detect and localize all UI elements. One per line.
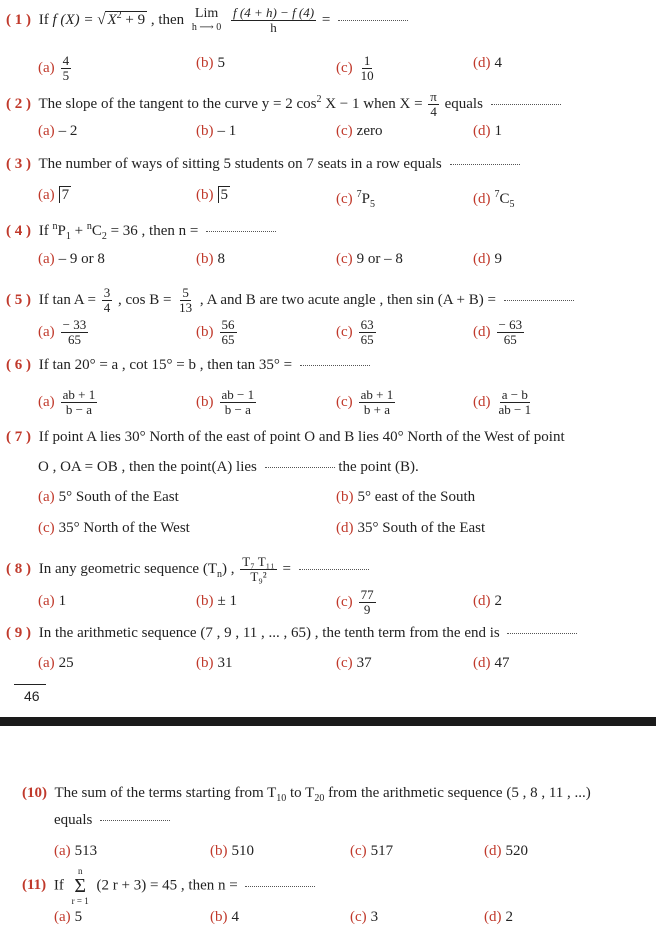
q5-option-c[interactable]: (c) $\frac{63}{65}$	[336, 317, 374, 347]
q2-option-d[interactable]: (d) 1	[473, 123, 502, 139]
answer-blank[interactable]	[338, 20, 408, 21]
answer-blank[interactable]	[100, 820, 170, 821]
q5-option-b[interactable]: (b) $\frac{56}{65}$	[196, 317, 235, 347]
q11-option-c[interactable]: (c) 3	[350, 909, 379, 925]
q5-option-d[interactable]: (d) $\frac{- 63}{65}$	[473, 317, 523, 347]
q7-option-b[interactable]: (b) 5° east of the South	[336, 489, 476, 505]
q10-option-c[interactable]: (c) 517	[350, 843, 394, 859]
q8-option-d[interactable]: (d) 2	[473, 593, 502, 609]
q8-option-a[interactable]: (a) 1	[38, 593, 67, 609]
q4-option-a[interactable]: (a) – 9 or 8	[38, 251, 105, 267]
q4-option-d[interactable]: (d) 9	[473, 251, 502, 267]
q1-option-a[interactable]: (a) $\frac{4}{5}$	[38, 53, 70, 83]
question-7-line-2: O , OA = OB , then the point(A) lies the point (B).	[38, 459, 419, 475]
question-2: ( 2 ) The slope of the tangent to the curve y = 2 $\cos^2 X - 1$ when X = $\frac{\pi}{4}$ equals	[6, 90, 650, 119]
q6-option-d[interactable]: (d) $\frac{a - b}{ab - 1}$	[473, 387, 532, 417]
q1-option-c[interactable]: (c) $\frac{1}{10}$	[336, 53, 374, 83]
question-9: ( 9 ) In the arithmetic sequence (7 , 9 , 11 , ... , 65) , the tenth term from the end is	[6, 624, 650, 642]
answer-blank[interactable]	[504, 300, 574, 301]
question-11: (11) If n Σ r = 1 (2 r + 3) = 45 , then n =	[22, 866, 650, 900]
q9-option-d[interactable]: (d) 47	[473, 655, 510, 671]
q6-option-b[interactable]: (b) $\frac{ab - 1}{b - a}$	[196, 387, 255, 417]
q11-option-b[interactable]: (b) 4	[210, 909, 239, 925]
q4-option-b[interactable]: (b) 8	[196, 251, 225, 267]
answer-blank[interactable]	[265, 467, 335, 468]
answer-blank[interactable]	[507, 633, 577, 634]
q2-option-b[interactable]: (b) – 1	[196, 123, 237, 139]
q2-option-a[interactable]: (a) – 2	[38, 123, 78, 139]
answer-blank[interactable]	[491, 104, 561, 105]
answer-blank[interactable]	[300, 365, 370, 366]
q11-option-a[interactable]: (a) 5	[54, 909, 83, 925]
q2-option-c[interactable]: (c) zero	[336, 123, 383, 139]
q9-option-c[interactable]: (c) 37	[336, 655, 372, 671]
q3-option-b[interactable]: (b) 5	[196, 187, 228, 203]
answer-blank[interactable]	[245, 886, 315, 887]
q4-option-c[interactable]: (c) 9 or – 8	[336, 251, 403, 267]
q9-option-a[interactable]: (a) 25	[38, 655, 74, 671]
answer-blank[interactable]	[206, 231, 276, 232]
q10-option-d[interactable]: (d) 520	[484, 843, 528, 859]
summation-symbol: n Σ r = 1	[71, 866, 89, 906]
question-8: ( 8 ) In any geometric sequence $(T_n)$ , $\frac{\text{T₇ T₁₁}}{\text{T₉²}}$ =	[6, 555, 650, 584]
q9-option-b[interactable]: (b) 31	[196, 655, 233, 671]
q1-option-b[interactable]: (b) 5	[196, 55, 225, 71]
answer-blank[interactable]	[450, 164, 520, 165]
q11-option-d[interactable]: (d) 2	[484, 909, 513, 925]
question-4: ( 4 ) If $^nP_1 + ^nC_2 = 36$ , then n =	[6, 218, 650, 246]
page-divider	[0, 717, 656, 726]
question-3: ( 3 ) The number of ways of sitting 5 students on 7 seats in a row equals	[6, 155, 650, 173]
q3-option-c[interactable]: (c) $^7P_5$	[336, 189, 375, 210]
q6-option-c[interactable]: (c) $\frac{ab + 1}{b + a}$	[336, 387, 394, 417]
question-10-line-2: equals	[54, 811, 650, 829]
q10-option-a[interactable]: (a) 513	[54, 843, 98, 859]
q3-option-a[interactable]: (a) 7	[38, 187, 70, 203]
page-number: 46	[24, 688, 40, 704]
q1-option-d[interactable]: (d) 4	[473, 55, 502, 71]
page-number-rule	[14, 684, 46, 685]
q1-number: ( 1 )	[6, 11, 31, 28]
question-10: (10) The sum of the terms starting from $T_{10}$ to $T_{20}$ from the arithmetic sequence (5 , 8 , 11 , ...)	[22, 785, 591, 804]
q7-option-d[interactable]: (d) 35° South of the East	[336, 520, 486, 536]
q5-option-a[interactable]: (a) $\frac{- 33}{65}$	[38, 317, 87, 347]
q8-option-c[interactable]: (c) $\frac{77}{9}$	[336, 587, 374, 617]
limit: Lim h ⟶ 0	[191, 5, 222, 33]
q10-option-b[interactable]: (b) 510	[210, 843, 254, 859]
q7-option-a[interactable]: (a) 5° South of the East	[38, 489, 179, 505]
question-6: ( 6 ) If tan 20° = a , cot 15° = b , then tan 35° =	[6, 356, 650, 374]
q6-option-a[interactable]: (a) $\frac{ab + 1}{b - a}$	[38, 387, 96, 417]
question-1: ( 1 ) If f (X) = √ $X^2 + 9$ , then Lim h ⟶ 0 $\frac{f (4 + h) - f (4)}{h}$ =	[6, 6, 650, 35]
answer-blank[interactable]	[299, 569, 369, 570]
q3-option-d[interactable]: (d) $^7C_5$	[473, 189, 515, 210]
q8-option-b[interactable]: (b) ± 1	[196, 593, 237, 609]
question-5: ( 5 ) If tan A = $\frac{3}{4}$ , cos B = $\frac{5}{13}$ , A and B are two acute angle , then sin (A + B) =	[6, 286, 650, 315]
question-7: ( 7 ) If point A lies 30° North of the east of point O and B lies 40° North of the West of point	[6, 429, 565, 445]
q7-option-c[interactable]: (c) 35° North of the West	[38, 520, 190, 536]
